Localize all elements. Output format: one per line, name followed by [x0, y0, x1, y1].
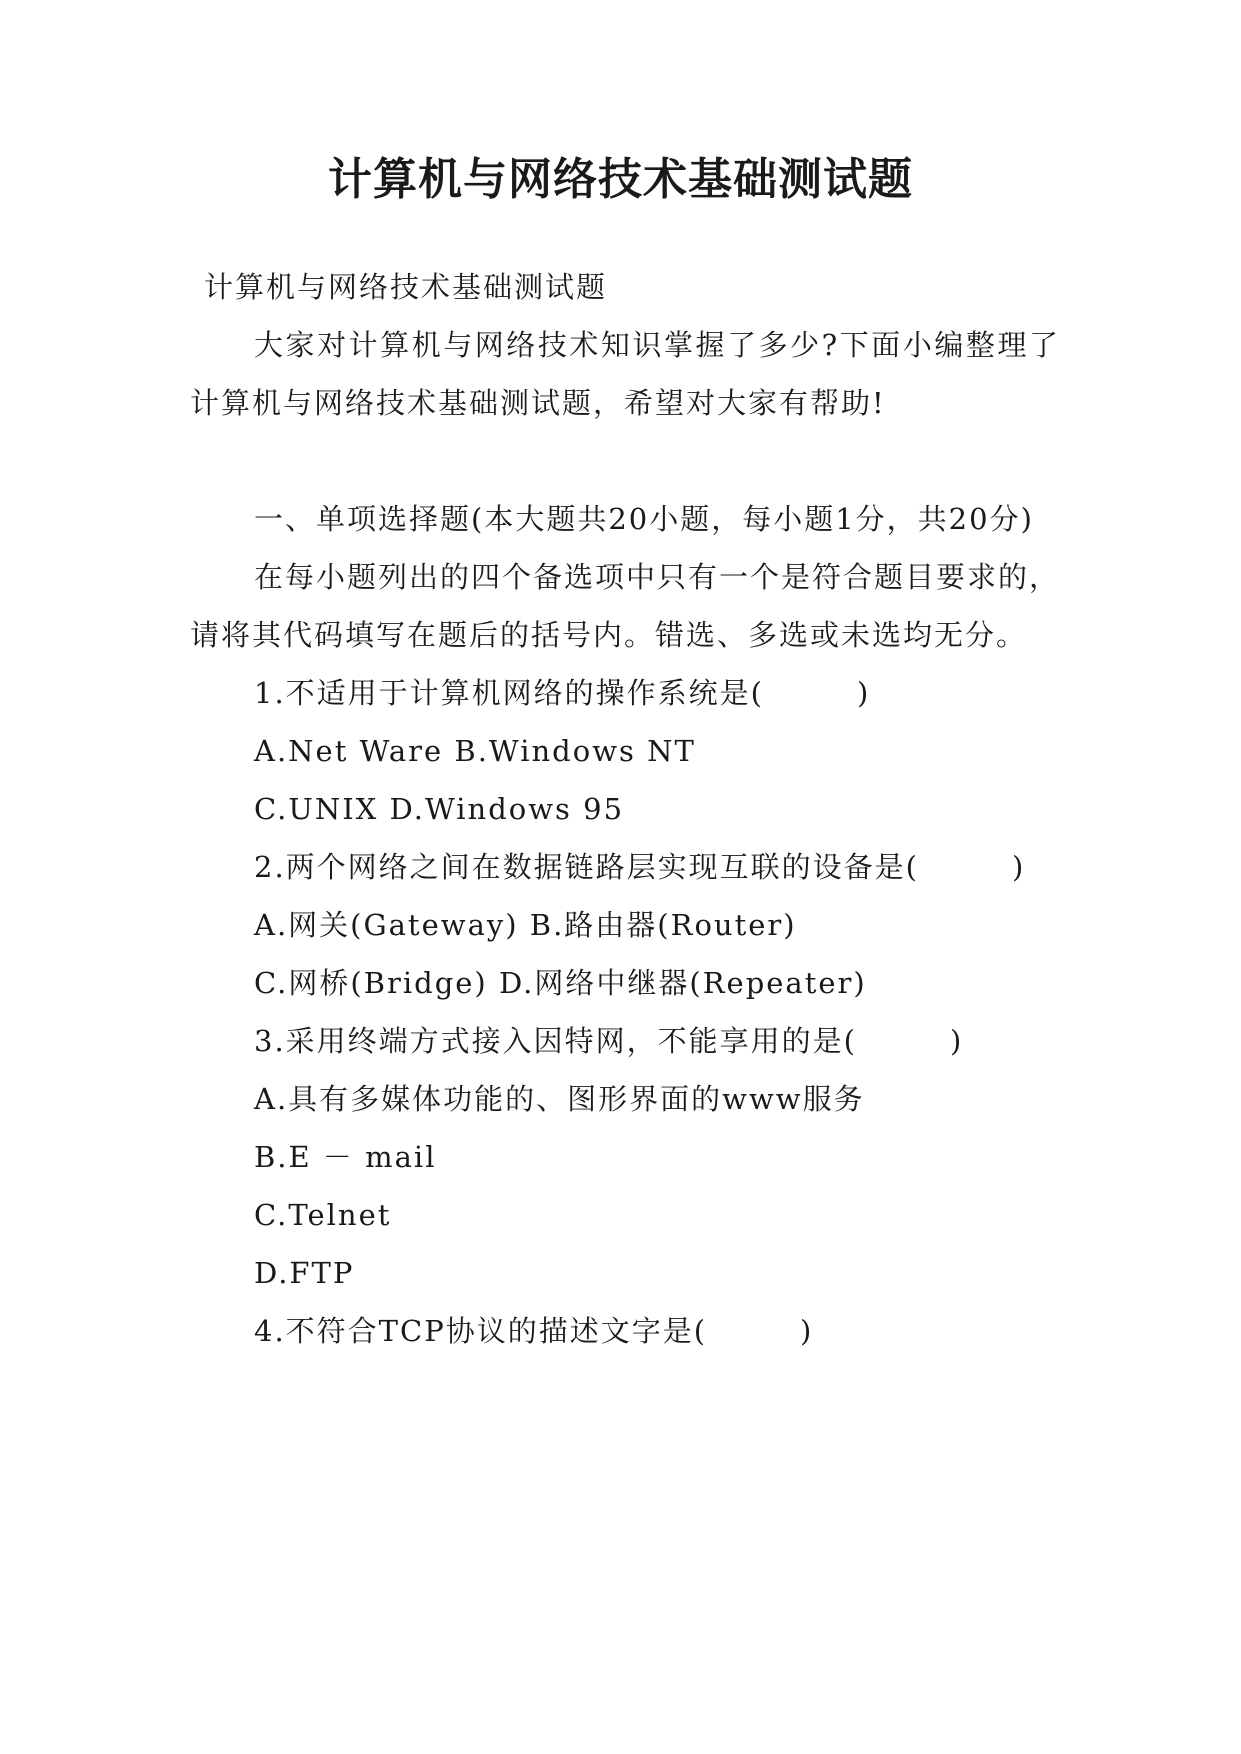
question-3-option-d: D.FTP: [254, 1256, 355, 1290]
intro-paragraph: 大家对计算机与网络技术知识掌握了多少?下面小编整理了计算机与网络技术基础测试题，希望对大家有帮助!: [190, 328, 1060, 420]
question-1-option-ab: A.Net Ware B.Windows NT: [254, 734, 696, 768]
document-subtitle: 计算机与网络技术基础测试题: [204, 270, 608, 304]
question-3-option-b: B.E － mail: [254, 1140, 437, 1174]
section-heading: 一、单项选择题(本大题共20小题，每小题1分，共20分): [254, 502, 1034, 536]
question-2-option-cd: C.网桥(Bridge) D.网络中继器(Repeater): [254, 966, 867, 1000]
document-title: 计算机与网络技术基础测试题: [328, 154, 913, 205]
question-3-option-a: A.具有多媒体功能的、图形界面的www服务: [254, 1082, 865, 1116]
instructions-paragraph: 在每小题列出的四个备选项中只有一个是符合题目要求的，请将其代码填写在题后的括号内。错选、多选或未选均无分。: [190, 560, 1061, 652]
question-2-stem: 2.两个网络之间在数据链路层实现互联的设备是( ): [254, 850, 1026, 884]
question-2-option-ab: A.网关(Gateway) B.路由器(Router): [254, 908, 797, 942]
question-4-stem: 4.不符合TCP协议的描述文字是( ): [254, 1314, 814, 1348]
spacer: [190, 432, 1060, 490]
question-1-option-cd: C.UNIX D.Windows 95: [254, 792, 625, 826]
question-3-stem: 3.采用终端方式接入因特网，不能享用的是( ): [254, 1024, 964, 1058]
question-3-option-c: C.Telnet: [254, 1198, 392, 1232]
document-body: [190, 258, 1060, 1360]
question-1-stem: 1.不适用于计算机网络的操作系统是( ): [254, 676, 871, 710]
